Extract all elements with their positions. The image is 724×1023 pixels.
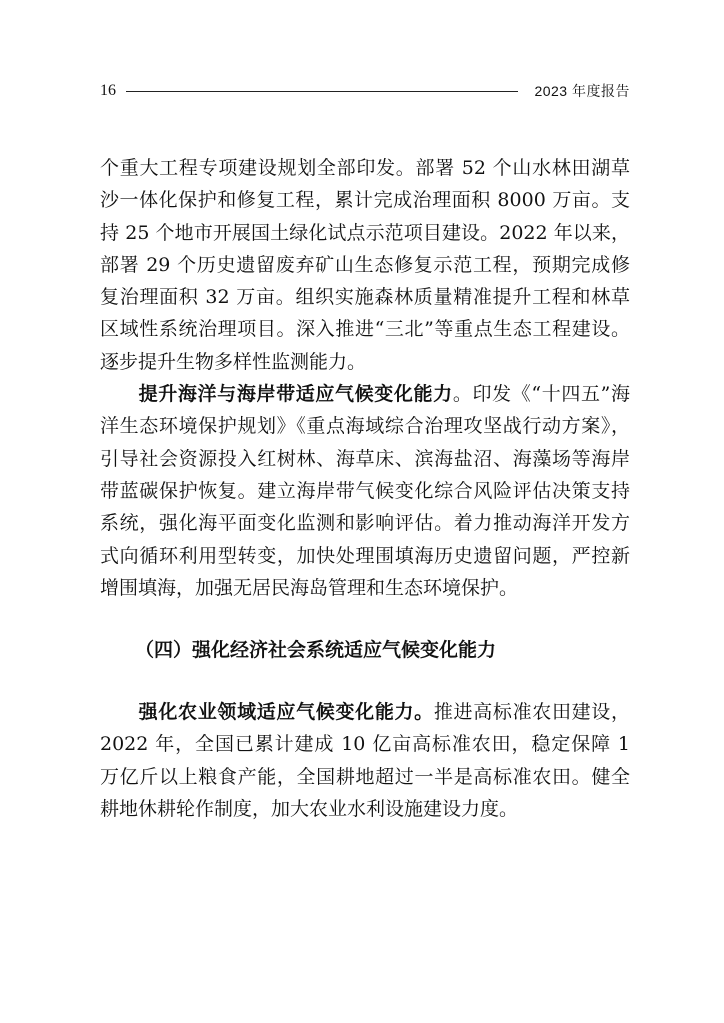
paragraph-text: 推进高标准农田建设，2022 年，全国已累计建成 10 亿亩高标准农田，稳定保障 1 万亿斤以上粮食产能，全国耕地超过一半是高标准农田。健全耕地休耕轮作制度，加大农业水利设施建设力度。 (100, 701, 630, 821)
paragraph-text: 个重大工程专项建设规划全部印发。部署 52 个山水林田湖草沙一体化保护和修复工程，累计完成治理面积 8000 万亩。支持 25 个地市开展国土绿化试点示范项目建设。2022 年以来，部署 29 个历史遗留废弃矿山生态修复示范工程，预期完成修复治理面积 32 万亩。组织实施森林质量精准提升工程和林草区域性系统治理项目。深入推进“三北”等重点生态工程建设。逐步提升生物多样性监测能力。 (100, 157, 630, 373)
page-header (100, 80, 630, 102)
paragraph-text: 。印发《“十四五”海洋生态环境保护规划》《重点海域综合治理攻坚战行动方案》，引导社会资源投入红树林、海草床、滨海盐沼、海藻场等海岸带蓝碳保护恢复。建立海岸带气候变化综合风险评估决策支持系统，强化海平面变化监测和影响评估。着力推动海洋开发方式向循环利用型转变，加快处理围填海历史遗留问题，严控新增围填海，加强无居民海岛管理和生态环境保护。 (100, 383, 630, 599)
section-heading: （四）强化经济社会系统适应气候变化能力 (135, 639, 497, 662)
report-title: 2023 年度报告 (534, 83, 630, 99)
paragraph-ecological-projects (100, 152, 630, 378)
page-number: 16 (100, 82, 116, 99)
paragraph-ocean-coastal (100, 378, 630, 604)
paragraph-agriculture (100, 696, 630, 825)
page-body (100, 152, 630, 825)
paragraph-lead-heading: 提升海洋与海岸带适应气候变化能力 (138, 383, 453, 406)
paragraph-lead-heading: 强化农业领域适应气候变化能力。 (138, 701, 434, 724)
header-rule (126, 91, 518, 92)
